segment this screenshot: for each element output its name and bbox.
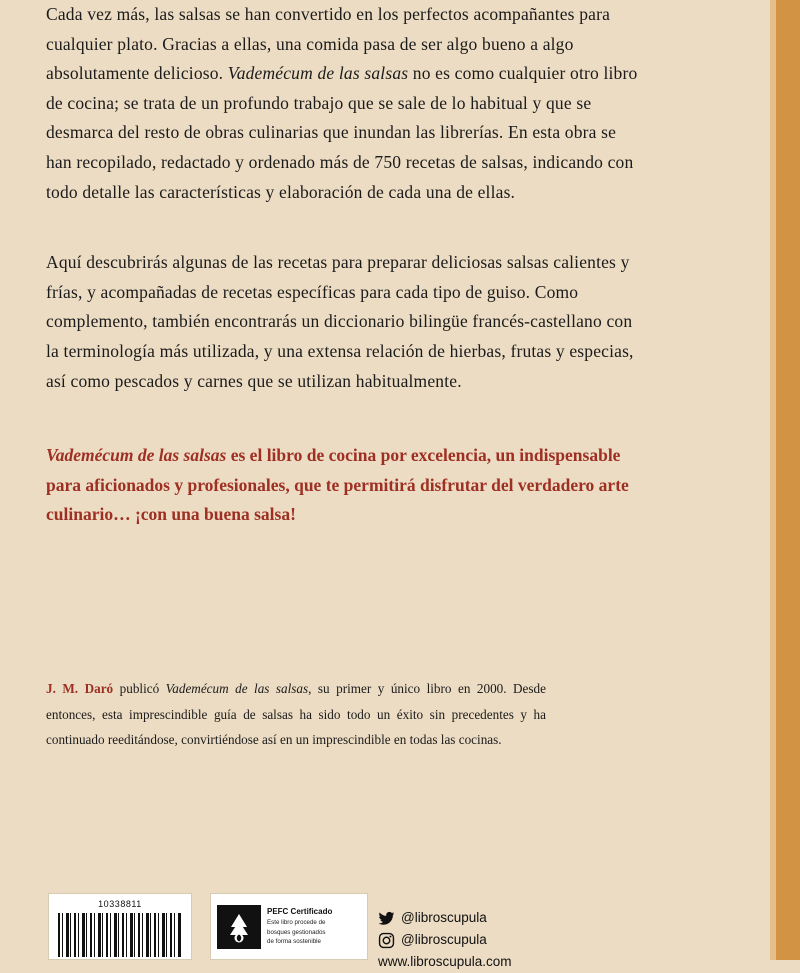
paragraph-1-part-1: Cada vez más, las salsas se han convertido en los perfectos acompañantes para cualquier plato. Gracias a ellas, una comida pasa de ser algo bueno a algo absolutamente delicioso. [46, 4, 611, 84]
highlight-text: es el libro de cocina por excelencia, un indispensable para aficionados y profesionales, que te permitirá disfrutar del verdadero arte culinario… ¡con una buena salsa! [46, 445, 629, 525]
pefc-line-3: de forma sostenible [267, 938, 321, 946]
twitter-row[interactable] [378, 907, 512, 929]
twitter-icon [378, 910, 395, 927]
bottom-bar [0, 893, 800, 969]
highlight-paragraph [46, 441, 646, 530]
twitter-handle: @libroscupula [401, 910, 487, 925]
website-row[interactable] [378, 951, 512, 973]
author-name: J. M. Daró [46, 681, 114, 696]
author-note-book-title: Vademécum de las salsas [165, 681, 309, 696]
instagram-row[interactable] [378, 929, 512, 951]
pefc-line-1: Este libro procede de [267, 919, 326, 927]
instagram-handle: @libroscupula [401, 932, 487, 947]
paragraph-2: Aquí descubrirás algunas de las recetas para preparar deliciosas salsas calientes y frías, y acompañadas de recetas específicas para cada tipo de guiso. Como complemento, también encontrarás un diccionario bilingüe francés-castellano con la terminología más utilizada, y una extensa relación de hierbas, frutas y especias, así como pescados y carnes que se utilizan habitualmente. [46, 252, 634, 391]
paragraph-1-part-3: no es como cualquier otro libro de cocina; se trata de un profundo trabajo que se sale de lo habitual y que se desmarca del resto de obras culinarias que inundan las librerías. En esta obra se han recopilado, redactado y ordenado más de 750 recetas de salsas, indicando con todo detalle las características y elaboración de cada una de ellas. [46, 63, 638, 202]
highlight-book-title: Vademécum de las salsas [46, 445, 227, 466]
pefc-line-2: bosques gestionados [267, 928, 326, 936]
pefc-logo-icon [217, 905, 261, 949]
author-note-text-after: , su primer y único libro en 2000. Desde entonces, esta imprescindible guía de salsas ha sido todo un éxito sin precedentes y ha continuado reeditándose, convirtiéndose así en un imprescindible en todas las cocinas. [46, 681, 546, 747]
pefc-title: PEFC Certificado [267, 907, 333, 917]
author-note-text-before: publicó [113, 681, 166, 696]
author-note [46, 676, 546, 753]
website-url: www.libroscupula.com [378, 954, 512, 969]
social-links [378, 907, 512, 973]
paragraph-1-book-title: Vademécum de las salsas [227, 63, 409, 84]
instagram-icon [378, 932, 395, 949]
barcode-number: 10338811 [98, 899, 142, 909]
pefc-text [267, 907, 332, 946]
barcode [48, 893, 192, 960]
paragraph-1 [46, 0, 646, 207]
pefc-certification-badge [210, 893, 368, 960]
back-cover-text-block [46, 0, 646, 547]
spine-band [776, 0, 800, 960]
barcode-bars [58, 913, 182, 957]
